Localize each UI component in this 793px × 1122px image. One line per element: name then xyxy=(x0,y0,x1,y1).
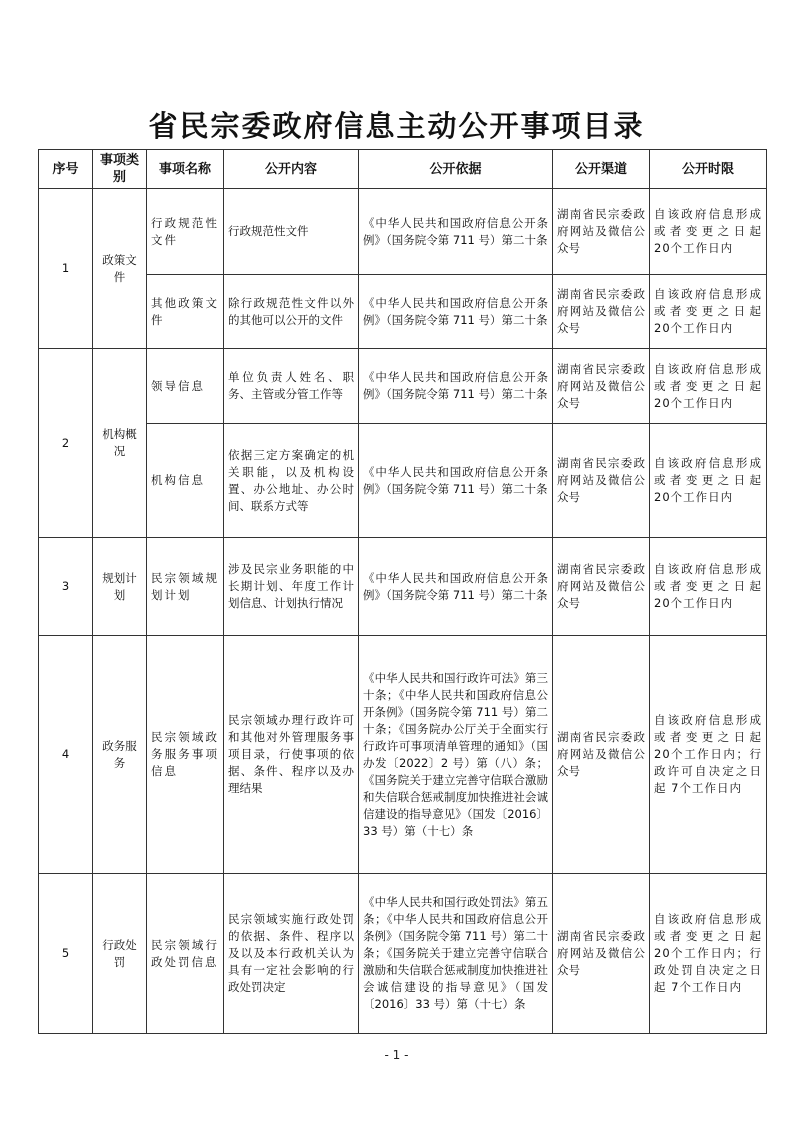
row-no: 3 xyxy=(39,538,93,636)
row-name: 民宗领域行政处罚信息 xyxy=(147,874,224,1034)
row-channel: 湖南省民宗委政府网站及微信公众号 xyxy=(553,275,650,349)
header-row xyxy=(39,150,767,189)
table-row xyxy=(39,189,767,275)
page-number: - 1 - xyxy=(384,1048,409,1062)
row-channel: 湖南省民宗委政府网站及微信公众号 xyxy=(553,874,650,1034)
row-basis: 《中华人民共和国行政处罚法》第五条；《中华人民共和国政府信息公开条例》（国务院令第 711 号）第二十条；《国务院关于建立完善守信联合激励和失信联合惩戒制度加快推进社会诚信建设的指导意见》（国发〔2016〕33 号）第（十七）条 xyxy=(359,874,553,1034)
header-limit: 公开时限 xyxy=(650,150,767,189)
row-no: 2 xyxy=(39,349,93,538)
row-limit: 自该政府信息形成或者变更之日起 20个工作日内；行政许可自决定之日起 7个工作日内 xyxy=(650,636,767,874)
row-channel: 湖南省民宗委政府网站及微信公众号 xyxy=(553,189,650,275)
row-name: 机构信息 xyxy=(147,424,224,538)
row-channel: 湖南省民宗委政府网站及微信公众号 xyxy=(553,538,650,636)
row-name: 其他政策文件 xyxy=(147,275,224,349)
row-content: 民宗领域实施行政处罚的依据、条件、程序以及以及本行政机关认为具有一定社会影响的行政处罚决定 xyxy=(224,874,359,1034)
page-title: 省民宗委政府信息主动公开事项目录 xyxy=(148,109,645,143)
header-name: 事项名称 xyxy=(147,150,224,189)
row-category: 政策文件 xyxy=(93,189,147,349)
row-limit: 自该政府信息形成或者变更之日起 20个工作日内 xyxy=(650,424,767,538)
row-limit: 自该政府信息形成或者变更之日起 20个工作日内 xyxy=(650,275,767,349)
row-content: 行政规范性文件 xyxy=(224,189,359,275)
row-no: 5 xyxy=(39,874,93,1034)
row-category: 行政处罚 xyxy=(93,874,147,1034)
row-category: 机构概况 xyxy=(93,349,147,538)
header-category: 事项类别 xyxy=(93,150,147,189)
row-content: 依据三定方案确定的机关职能，以及机构设置、办公地址、办公时间、联系方式等 xyxy=(224,424,359,538)
row-channel: 湖南省民宗委政府网站及微信公众号 xyxy=(553,636,650,874)
row-content: 单位负责人姓名、职务、主管或分管工作等 xyxy=(224,349,359,424)
table-row xyxy=(39,538,767,636)
row-content: 除行政规范性文件以外的其他可以公开的文件 xyxy=(224,275,359,349)
row-limit: 自该政府信息形成或者变更之日起 20个工作日内 xyxy=(650,538,767,636)
row-limit: 自该政府信息形成或者变更之日起 20个工作日内 xyxy=(650,349,767,424)
row-name: 民宗领域规划计划 xyxy=(147,538,224,636)
row-name: 行政规范性文件 xyxy=(147,189,224,275)
table-row xyxy=(39,349,767,424)
row-category: 政务服务 xyxy=(93,636,147,874)
row-no: 4 xyxy=(39,636,93,874)
header-content: 公开内容 xyxy=(224,150,359,189)
header-basis: 公开依据 xyxy=(359,150,553,189)
row-channel: 湖南省民宗委政府网站及微信公众号 xyxy=(553,349,650,424)
table-row xyxy=(39,636,767,874)
row-content: 民宗领域办理行政许可和其他对外管理服务事项目录，行使事项的依据、条件、程序以及办理结果 xyxy=(224,636,359,874)
table-row xyxy=(39,275,767,349)
table-row xyxy=(39,424,767,538)
row-basis: 《中华人民共和国政府信息公开条例》（国务院令第 711 号）第二十条 xyxy=(359,538,553,636)
table-row xyxy=(39,874,767,1034)
row-basis: 《中华人民共和国政府信息公开条例》（国务院令第 711 号）第二十条 xyxy=(359,189,553,275)
disclosure-catalog-table xyxy=(38,149,767,1034)
row-basis: 《中华人民共和国政府信息公开条例》（国务院令第 711 号）第二十条 xyxy=(359,275,553,349)
row-limit: 自该政府信息形成或者变更之日起 20个工作日内；行政处罚自决定之日起 7个工作日内 xyxy=(650,874,767,1034)
row-content: 涉及民宗业务职能的中长期计划、年度工作计划信息、计划执行情况 xyxy=(224,538,359,636)
row-channel: 湖南省民宗委政府网站及微信公众号 xyxy=(553,424,650,538)
header-channel: 公开渠道 xyxy=(553,150,650,189)
row-name: 民宗领域政务服务事项信息 xyxy=(147,636,224,874)
header-no: 序号 xyxy=(39,150,93,189)
row-no: 1 xyxy=(39,189,93,349)
row-basis: 《中华人民共和国政府信息公开条例》（国务院令第 711 号）第二十条 xyxy=(359,349,553,424)
row-basis: 《中华人民共和国政府信息公开条例》（国务院令第 711 号）第二十条 xyxy=(359,424,553,538)
row-limit: 自该政府信息形成或者变更之日起 20个工作日内 xyxy=(650,189,767,275)
row-category: 规划计划 xyxy=(93,538,147,636)
row-basis: 《中华人民共和国行政许可法》第三十条；《中华人民共和国政府信息公开条例》（国务院令第 711 号）第二十条；《国务院办公厅关于全面实行行政许可事项清单管理的通知》（国办发〔2022〕2 号）第（八）条；《国务院关于建立完善守信联合激励和失信联合惩戒制度加快推进社会诚信建设的指导意见》（国发〔2016〕33 号）第（十七）条 xyxy=(359,636,553,874)
row-name: 领导信息 xyxy=(147,349,224,424)
